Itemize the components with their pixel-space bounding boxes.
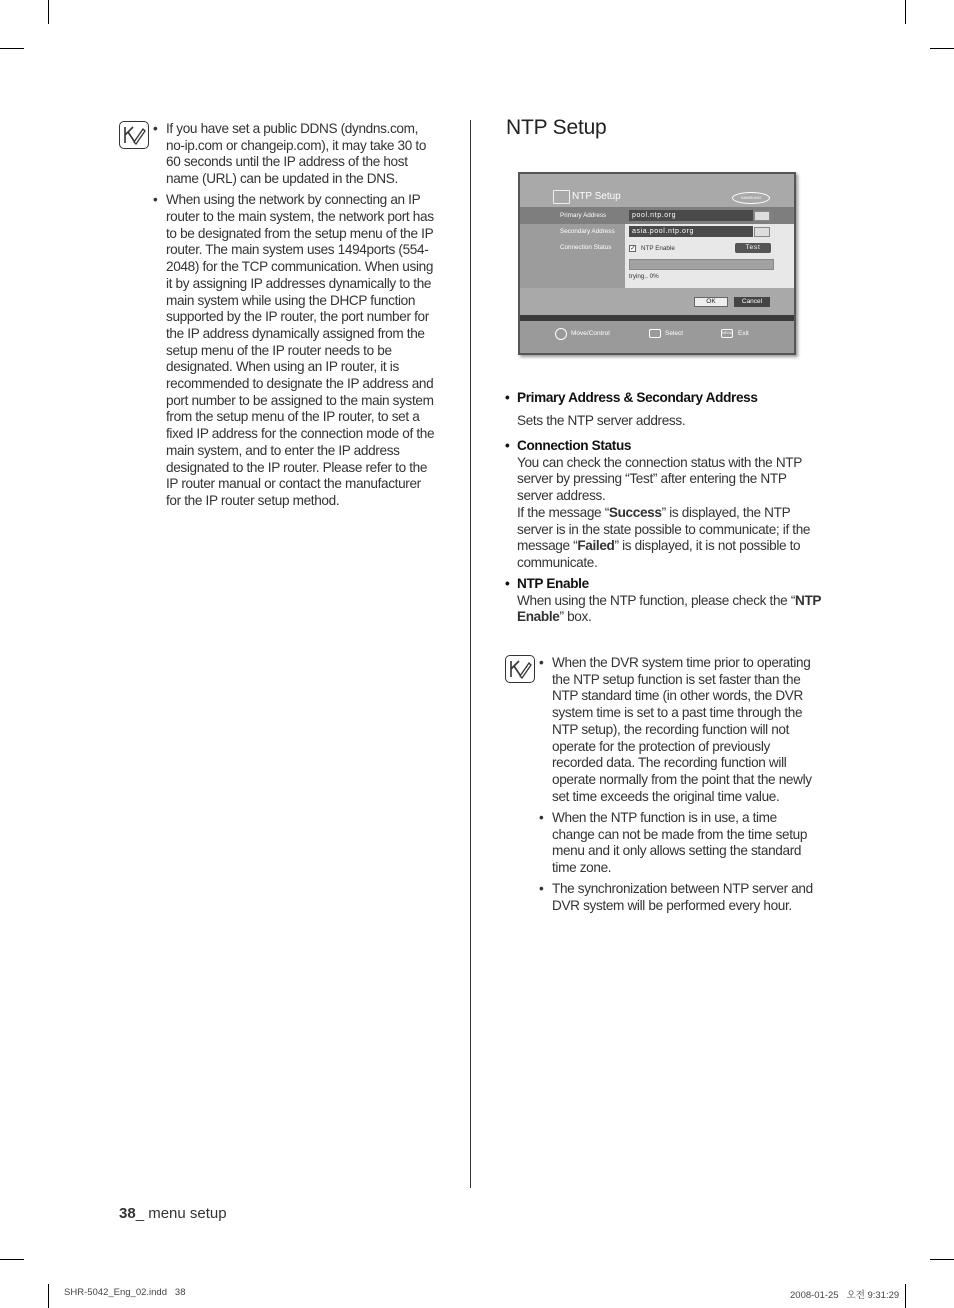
keyboard-icon[interactable]: [754, 227, 770, 237]
secondary-address-field[interactable]: asia.pool.ntp.org: [629, 226, 753, 237]
page-label: _ menu setup: [135, 1205, 227, 1222]
crop-mark: [48, 1284, 49, 1308]
text-run: When using the NTP function, please check the “: [517, 592, 795, 608]
section-title: NTP Setup: [506, 116, 607, 139]
right-note-list: [539, 655, 821, 919]
footer-select-label: Select: [665, 330, 684, 337]
slug-date: 2008-01-25 오전 9:31:29: [790, 1290, 900, 1301]
progress-text: trying.. 0%: [629, 273, 659, 280]
crop-mark: [905, 0, 906, 24]
ntp-enable-checkbox[interactable]: ✓: [630, 245, 636, 252]
text-run: If the message “: [517, 504, 609, 520]
ntp-setup-screen: [518, 172, 796, 355]
item-heading: • Primary Address & Secondary Address: [505, 390, 825, 407]
item-body: [505, 505, 825, 572]
list-item: • The synchronization between NTP server and DVR system will be performed every hour.: [539, 881, 821, 914]
ntp-enable-item: [505, 576, 825, 626]
item-heading: • NTP Enable: [505, 576, 825, 593]
footer-move-label: Move/Control: [571, 330, 610, 337]
text-run: ” is displayed, the NTP server is in the state possible to communicate; if the message “: [517, 504, 811, 554]
primary-address-label: Primary Address: [560, 212, 607, 219]
text-run: ” box.: [559, 609, 592, 625]
cancel-button[interactable]: Cancel: [734, 297, 770, 307]
crop-mark: [905, 1284, 906, 1308]
connection-status-label: Connection Status: [560, 244, 612, 251]
crop-mark: [48, 0, 49, 24]
address-item: [505, 390, 825, 429]
direction-pad-icon: [555, 328, 567, 340]
menu-key-icon: MENU: [721, 329, 733, 338]
failed-keyword: Failed: [577, 538, 615, 554]
samsung-logo: SAMSUNG: [732, 192, 770, 204]
list-item: • When the DVR system time prior to operating the NTP setup function is set faster than the NTP standard time (in other words, the DVR system time is set to a past time through the NTP setup), the recording function will not operate for the protection of previously recorded data. The recording function will operate normally from the point that the newly set time exceeds the original time value.: [539, 655, 821, 805]
list-item: • When the NTP function is in use, a time change can not be made from the time setup menu and it only allows setting the standard time zone.: [539, 810, 821, 877]
primary-address-field[interactable]: pool.ntp.org: [629, 210, 753, 221]
network-icon: [553, 190, 570, 204]
ntp-enable-keyword: NTP Enable: [517, 592, 821, 625]
item-body: You can check the connection status with the NTP server by pressing “Test” after entering the NTP server address.: [517, 454, 802, 504]
test-button[interactable]: Test: [735, 243, 771, 253]
success-keyword: Success: [608, 504, 662, 520]
crop-mark: [930, 1259, 954, 1260]
page-number: 38: [119, 1205, 136, 1222]
column-divider: [470, 120, 471, 1188]
secondary-address-label: Secondary Address: [560, 228, 615, 235]
note-icon: [505, 655, 535, 683]
keyboard-icon[interactable]: [754, 211, 770, 221]
left-note-list: [153, 121, 435, 514]
crop-mark: [930, 48, 954, 49]
list-item: • When using the network by connecting an IP router to the main system, the network port has to be designated from the setup menu of the IP router. The main system uses 1494ports (554-2048) for the TCP communication. When using it by assigning IP addresses dynamically to the main system while using the DHCP function supported by the IP router, the port number for the IP address dynamically assigned from the setup menu of the IP router needs to be designated. When using an IP router, it is recommended to designate the IP address and port number to be assigned to the main system from the setup menu of the IP router, to set a fixed IP address for the connection mode of the main system, and to enter the IP address designated to the IP router. Please refer to the IP router manual or contact the manufacturer for the IP router setup method.: [153, 192, 435, 509]
progress-bar: [629, 259, 774, 270]
crop-mark: [0, 48, 24, 49]
screen-title: NTP Setup: [572, 191, 621, 202]
page-footer: [119, 1205, 227, 1222]
connection-status-item: [505, 438, 825, 572]
item-body: [505, 593, 825, 626]
ok-button[interactable]: OK: [694, 297, 728, 307]
slug-file: SHR-5042_Eng_02.indd 38: [64, 1287, 186, 1298]
list-item: • If you have set a public DDNS (dyndns.com, no-ip.com or changeip.com), it may take 30 to 60 seconds until the IP address of the host name (URL) can be updated in the DNS.: [153, 121, 435, 188]
text-run: ” is displayed, it is not possible to communicate.: [517, 538, 801, 570]
ntp-enable-label: NTP Enable: [641, 245, 675, 252]
footer-exit-label: Exit: [738, 330, 749, 337]
crop-mark: [0, 1259, 24, 1260]
item-heading: • Connection Status: [505, 438, 825, 455]
enter-key-icon: [649, 329, 661, 338]
note-icon: [119, 121, 149, 149]
item-body: Sets the NTP server address.: [517, 412, 686, 428]
